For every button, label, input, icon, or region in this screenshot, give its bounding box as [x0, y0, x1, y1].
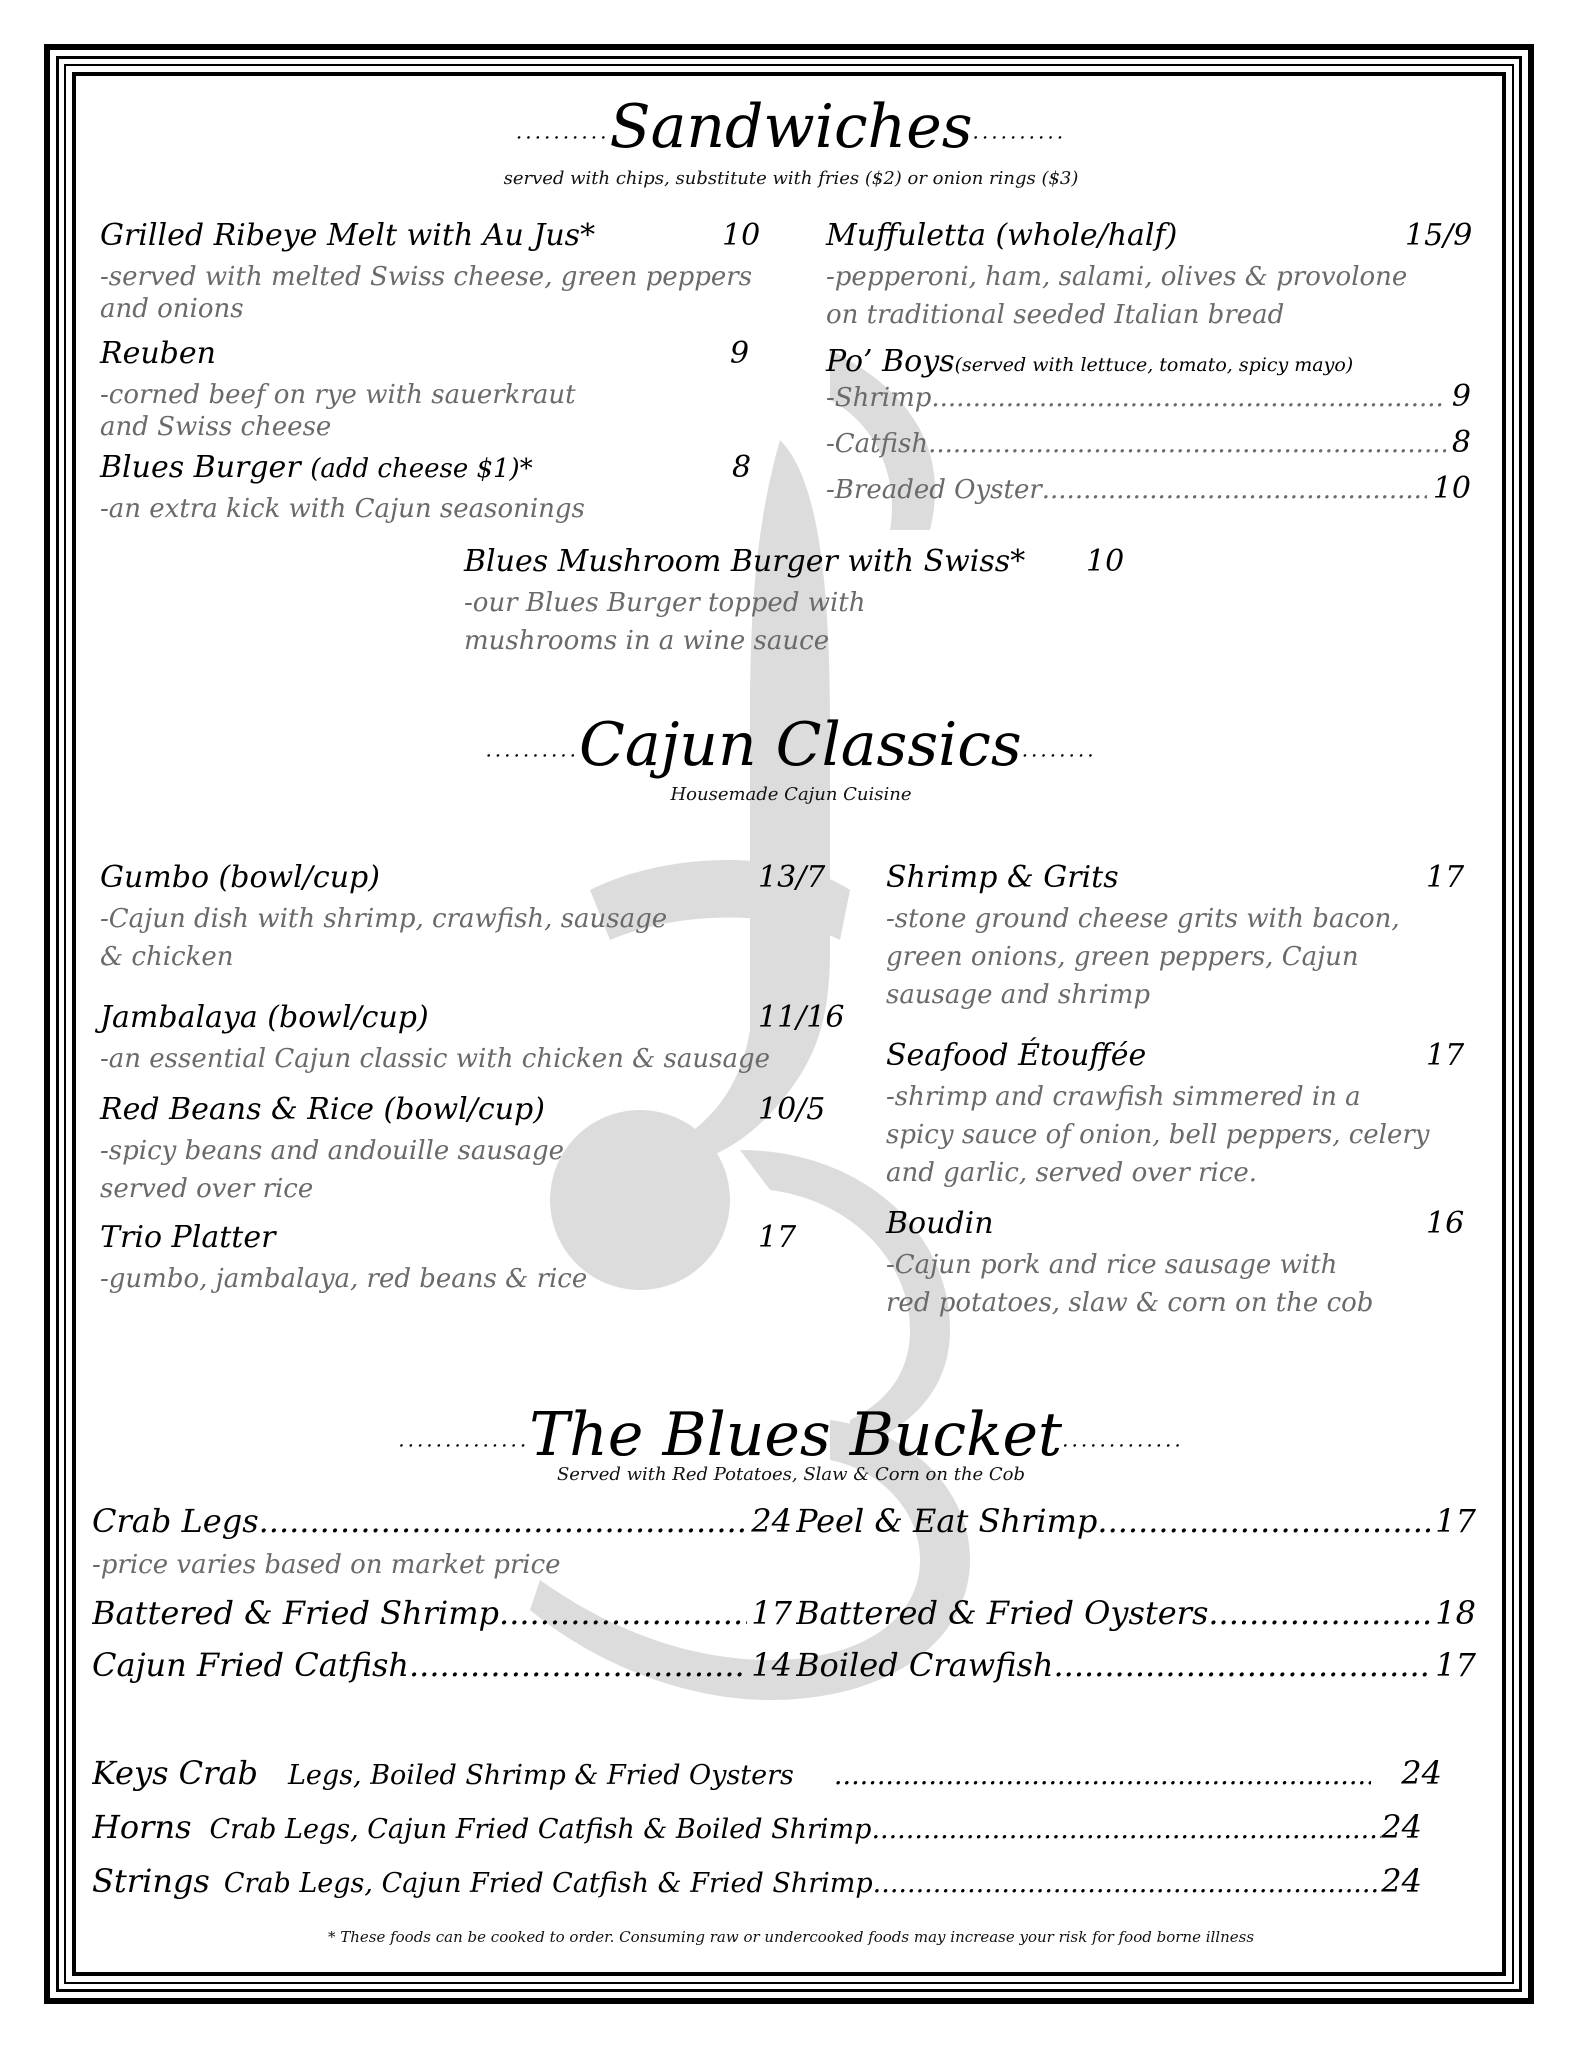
item-trio-desc: -gumbo, jambalaya, red beans & rice [100, 1264, 588, 1294]
package-keys-crab-price: 24 [1401, 1754, 1442, 1792]
package-horns [92, 1808, 1422, 1846]
package-strings-price: 24 [1381, 1862, 1422, 1900]
item-trio-price: 17 [758, 1220, 797, 1255]
leader-dots [499, 1594, 747, 1632]
item-boudin-desc-1: -Cajun pork and rice sausage with [886, 1250, 1338, 1280]
item-mushroom-burger-name: Blues Mushroom Burger with Swiss* [464, 544, 1026, 579]
item-muffuletta-desc-1: -pepperoni, ham, salami, olives & provolone [826, 262, 1408, 292]
leader-dots [1042, 471, 1427, 509]
section-title-sandwiches [0, 92, 1582, 162]
po-boy-oyster-price: 10 [1432, 471, 1471, 506]
item-trio-name: Trio Platter [100, 1220, 276, 1255]
package-keys-crab [92, 1754, 1442, 1792]
package-keys-crab-name: Keys Crab [92, 1754, 258, 1792]
title-dots-left: .............. [398, 1427, 530, 1452]
bucket-crab-note: -price varies based on market price [92, 1550, 561, 1580]
po-boy-oyster-label: -Breaded Oyster [826, 475, 1042, 505]
bucket-row-crab-legs [92, 1502, 792, 1540]
item-red-beans-desc-2: served over rice [100, 1174, 314, 1204]
item-shrimp-grits-desc-2: green onions, green peppers, Cajun [886, 942, 1359, 972]
bucket-peel-eat-price: 17 [1435, 1502, 1476, 1540]
blues-burger-note: (add cheese $1)* [310, 454, 533, 484]
bucket-catfish-label: Cajun Fried Catfish [92, 1646, 409, 1684]
po-boy-shrimp-label: -Shrimp [826, 383, 932, 413]
cajun-subtitle: Housemade Cajun Cuisine [670, 784, 912, 805]
leader-dots [873, 1868, 1382, 1899]
title-dots-right: ........ [1021, 737, 1097, 762]
item-ribeye-desc-2: and onions [100, 294, 244, 324]
item-gumbo-price: 13/7 [758, 860, 826, 895]
title-dots-right: .......... [972, 119, 1067, 144]
item-ribeye-name: Grilled Ribeye Melt with Au Jus* [100, 218, 596, 253]
item-etouffee-desc-1: -shrimp and crawfish simmered in a [886, 1082, 1361, 1112]
item-etouffee-name: Seafood Étouffée [886, 1038, 1147, 1073]
bucket-peel-eat-label: Peel & Eat Shrimp [796, 1502, 1098, 1540]
leader-dots [931, 379, 1446, 417]
package-strings-name: Strings [92, 1862, 210, 1900]
item-muffuletta-name: Muffuletta (whole/half) [826, 218, 1178, 253]
bucket-crab-legs-label: Crab Legs [92, 1502, 259, 1540]
item-red-beans-desc-1: -spicy beans and andouille sausage [100, 1136, 564, 1166]
package-strings-desc: Crab Legs, Cajun Fried Catfish & Fried Shrimp [223, 1868, 873, 1899]
package-keys-crab-desc: Legs, Boiled Shrimp & Fried Oysters [288, 1760, 794, 1791]
po-boy-catfish-price: 8 [1451, 425, 1471, 460]
bucket-crawfish-price: 17 [1435, 1646, 1476, 1684]
title-dots-left: .......... [515, 119, 610, 144]
item-shrimp-grits-desc-3: sausage and shrimp [886, 980, 1151, 1010]
item-gumbo-desc-2: & chicken [100, 942, 234, 972]
po-boys-label: Po’ Boys [826, 344, 955, 379]
item-muffuletta-desc-2: on traditional seeded Italian bread [826, 300, 1285, 330]
bucket-crawfish-label: Boiled Crawfish [796, 1646, 1054, 1684]
bucket-fried-shrimp-price: 17 [751, 1594, 792, 1632]
bucket-row-peel-eat-shrimp [796, 1502, 1476, 1540]
item-etouffee-desc-3: and garlic, served over rice. [886, 1158, 1257, 1188]
bucket-fried-oysters-label: Battered & Fried Oysters [796, 1594, 1209, 1632]
item-red-beans-price: 10/5 [758, 1092, 826, 1127]
leader-dots [1208, 1594, 1431, 1632]
package-horns-name: Horns [92, 1808, 192, 1846]
bucket-title-text: The Blues Bucket [529, 1400, 1063, 1470]
leader-dots [928, 425, 1446, 463]
item-reuben-desc-2: and Swiss cheese [100, 412, 332, 442]
cajun-title-text: Cajun Classics [579, 710, 1022, 780]
title-dots-right: ............. [1062, 1427, 1184, 1452]
item-jambalaya-desc: -an essential Cajun classic with chicken & sausage [100, 1044, 770, 1074]
item-mushroom-burger-desc-1: -our Blues Burger topped with [464, 588, 866, 618]
bucket-crab-legs-price: 24 [751, 1502, 792, 1540]
po-boy-shrimp-price: 9 [1451, 379, 1471, 414]
item-muffuletta-price: 15/9 [1405, 218, 1473, 253]
section-title-cajun [0, 710, 1582, 780]
item-shrimp-grits-price: 17 [1426, 860, 1465, 895]
item-shrimp-grits-name: Shrimp & Grits [886, 860, 1119, 895]
footnote: * These foods can be cooked to order. Consuming raw or undercooked foods may increase your risk for food borne illness [327, 1928, 1255, 1946]
item-mushroom-burger-desc-2: mushrooms in a wine sauce [464, 626, 830, 656]
po-boys-note: (served with lettuce, tomato, spicy mayo) [954, 354, 1354, 376]
item-mushroom-burger-price: 10 [1086, 544, 1125, 579]
bucket-row-fried-shrimp [92, 1594, 792, 1632]
bucket-row-crawfish [796, 1646, 1476, 1684]
item-boudin-name: Boudin [886, 1206, 994, 1241]
bucket-fried-shrimp-label: Battered & Fried Shrimp [92, 1594, 500, 1632]
item-blues-burger-name [100, 450, 533, 485]
item-ribeye-desc-1: -served with melted Swiss cheese, green peppers [100, 262, 753, 292]
leader-dots [834, 1760, 1371, 1791]
item-shrimp-grits-desc-1: -stone ground cheese grits with bacon, [886, 904, 1400, 934]
item-red-beans-name: Red Beans & Rice (bowl/cup) [100, 1092, 545, 1127]
po-boy-option-catfish [826, 424, 1471, 463]
leader-dots [871, 1814, 1381, 1845]
bucket-subtitle: Served with Red Potatoes, Slaw & Corn on the Cob [556, 1464, 1026, 1485]
item-etouffee-desc-2: spicy sauce of onion, bell peppers, celery [886, 1120, 1430, 1150]
package-strings [92, 1862, 1422, 1900]
item-blues-burger-price: 8 [732, 450, 752, 485]
blues-burger-label: Blues Burger [100, 450, 301, 485]
title-dots-left: .......... [485, 737, 580, 762]
sandwiches-title-text: Sandwiches [609, 92, 973, 162]
section-title-bucket [0, 1400, 1582, 1470]
po-boy-option-shrimp [826, 378, 1471, 417]
po-boy-catfish-label: -Catfish [826, 429, 929, 459]
leader-dots [1097, 1502, 1431, 1540]
item-jambalaya-price: 11/16 [758, 1000, 845, 1035]
leader-dots [409, 1646, 747, 1684]
item-gumbo-name: Gumbo (bowl/cup) [100, 860, 380, 895]
bucket-row-fried-catfish [92, 1646, 792, 1684]
leader-dots [259, 1502, 748, 1540]
item-reuben-name: Reuben [100, 336, 216, 371]
bucket-fried-oysters-price: 18 [1435, 1594, 1476, 1632]
leader-dots [1053, 1646, 1431, 1684]
item-po-boys-name [826, 344, 1353, 379]
item-etouffee-price: 17 [1426, 1038, 1465, 1073]
po-boy-option-oyster [826, 470, 1471, 509]
bucket-row-fried-oysters [796, 1594, 1476, 1632]
sandwiches-subtitle: served with chips, substitute with fries ($2) or onion rings ($3) [503, 168, 1079, 189]
item-gumbo-desc-1: -Cajun dish with shrimp, crawfish, sausage [100, 904, 668, 934]
bucket-catfish-price: 14 [751, 1646, 792, 1684]
package-horns-price: 24 [1381, 1808, 1422, 1846]
item-jambalaya-name: Jambalaya (bowl/cup) [100, 1000, 429, 1035]
item-boudin-desc-2: red potatoes, slaw & corn on the cob [886, 1288, 1374, 1318]
item-ribeye-price: 10 [722, 218, 761, 253]
item-blues-burger-desc: -an extra kick with Cajun seasonings [100, 494, 585, 524]
item-reuben-desc-1: -corned beef on rye with sauerkraut [100, 380, 576, 410]
item-reuben-price: 9 [730, 336, 750, 371]
item-boudin-price: 16 [1426, 1206, 1465, 1241]
package-horns-desc: Crab Legs, Cajun Fried Catfish & Boiled Shrimp [209, 1814, 872, 1845]
